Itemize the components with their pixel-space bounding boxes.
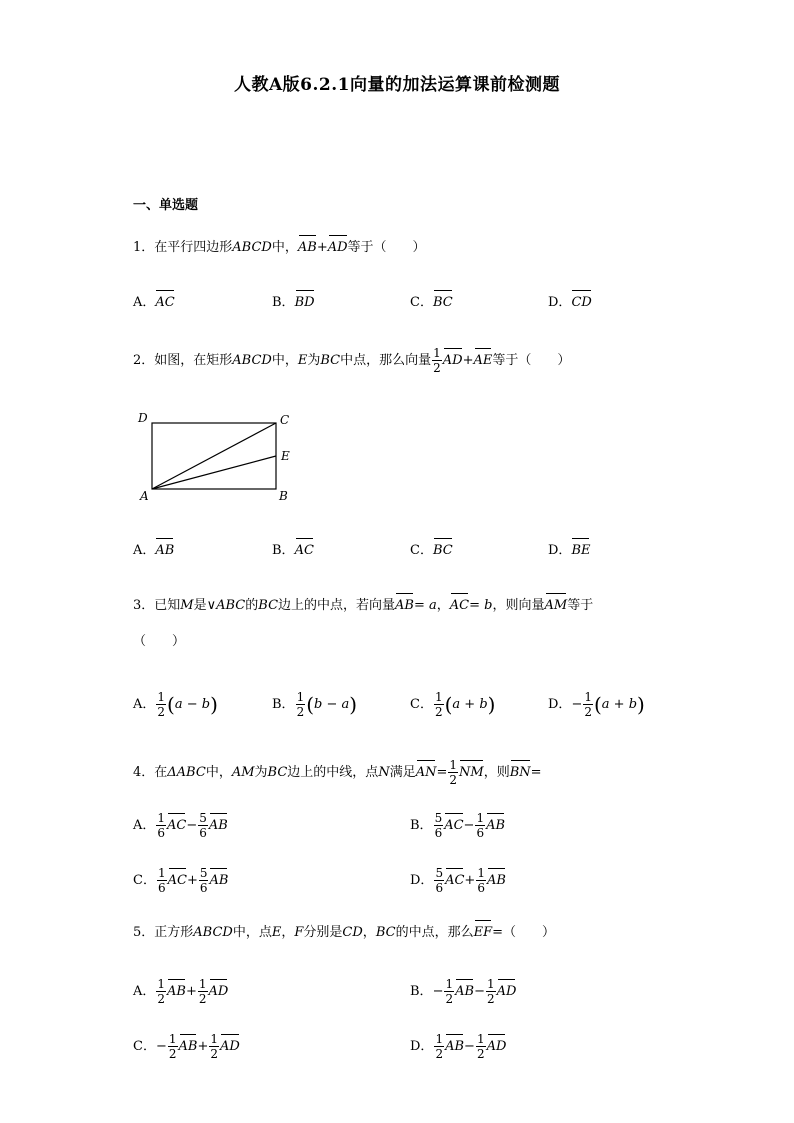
q4-option-a[interactable] (133, 811, 228, 840)
q4-segment-am: AM (231, 765, 255, 780)
q5-comma-2: ， (362, 925, 376, 940)
q5-segment-cd: CD (342, 925, 363, 940)
q4-option-b[interactable] (410, 811, 505, 840)
question-3 (133, 596, 593, 616)
numerator: 1 (476, 1032, 485, 1046)
q1-name: ABCD (232, 240, 272, 255)
option-label: C． (410, 543, 433, 558)
q5-stem-a: 5．正方形 (133, 925, 194, 940)
option-label: D． (548, 697, 572, 712)
question-2 (133, 346, 570, 375)
denominator: 2 (433, 361, 441, 375)
q5-stem-e: =（ ） (492, 925, 555, 940)
q2-stem-d: 中点，那么向量 (340, 353, 432, 368)
denominator: 2 (476, 1047, 485, 1061)
denominator: 2 (168, 1047, 177, 1061)
q2-vector-1: AD (443, 351, 463, 371)
option-vector-1: AB (455, 982, 474, 1002)
q1-option-b[interactable] (272, 293, 315, 313)
option-fraction-1 (444, 977, 454, 1006)
q3-eq-b: = b (469, 598, 493, 613)
option-fraction (434, 690, 444, 719)
option-vector: AB (155, 541, 174, 561)
q2-stem-b: 中， (271, 353, 298, 368)
q4-option-c[interactable] (133, 866, 228, 895)
numerator: 1 (168, 1032, 177, 1046)
denominator: 2 (210, 1047, 218, 1061)
q5-option-c[interactable] (133, 1032, 240, 1061)
q3-option-a[interactable]: A． $\frac{1}{2}$ (a − b) (133, 690, 218, 719)
option-label: B． (272, 295, 295, 310)
q1-option-d[interactable] (548, 293, 592, 313)
q4-segment-bc: BC (267, 765, 288, 780)
option-label: C． (133, 1039, 156, 1054)
option-vector-2: AB (209, 816, 228, 836)
denominator: 2 (445, 992, 454, 1006)
q4-stem-a: 4．在 (133, 765, 168, 780)
option-operator: − (186, 818, 198, 833)
numerator: 1 (296, 690, 305, 704)
q3-option-d[interactable]: D．− $\frac{1}{2}$ (a + b) (548, 690, 645, 719)
q2-name: ABCD (232, 353, 272, 368)
q2-vector-2: AE (474, 351, 493, 371)
q3-option-c[interactable]: C． $\frac{1}{2}$ (a + b) (410, 690, 496, 719)
option-operator: − (464, 1039, 475, 1054)
option-label: B． (272, 543, 295, 558)
diagonal-ac (152, 423, 276, 489)
q2-option-a[interactable] (133, 541, 174, 561)
q3-stem-b: 是 (193, 598, 207, 613)
denominator: 2 (157, 705, 166, 719)
numerator: 1 (445, 977, 454, 991)
option-sign: − (571, 697, 583, 712)
denominator: 2 (486, 992, 495, 1006)
numerator: 1 (449, 758, 458, 772)
q4-vector-nm: NM (459, 763, 484, 783)
option-operator: − (474, 984, 485, 999)
option-label: C． (133, 873, 156, 888)
q3-eq-a: = a (414, 598, 437, 613)
q2-stem-a: 2．如图，在矩形 (133, 353, 233, 368)
q2-stem-c: 为 (307, 353, 321, 368)
option-label: A． (133, 697, 156, 712)
option-expression: a + b (601, 697, 638, 712)
option-fraction-2 (476, 866, 486, 895)
q3-stem-e: ，则向量 (492, 598, 545, 613)
option-fraction-2 (486, 977, 496, 1006)
option-label: B． (410, 818, 433, 833)
q4-stem-f: ，则 (483, 765, 510, 780)
denominator: 6 (476, 826, 485, 840)
q5-option-b[interactable] (410, 977, 516, 1006)
q2-option-d[interactable] (548, 541, 590, 561)
option-label: D． (410, 1039, 434, 1054)
question-5 (133, 923, 555, 943)
question-1 (133, 238, 426, 258)
q2-plus: + (462, 353, 474, 368)
q3-option-b[interactable]: B． $\frac{1}{2}$ (b − a) (272, 690, 358, 719)
option-vector-2: AD (497, 982, 517, 1002)
option-fraction-2 (198, 811, 208, 840)
option-operator: − (463, 818, 475, 833)
numerator: 1 (435, 1032, 444, 1046)
q5-name: ABCD (193, 925, 233, 940)
document-title: 人教A版6.2.1向量的加法运算课前检测题 (233, 75, 560, 95)
option-vector: CD (571, 293, 591, 313)
denominator: 2 (435, 1047, 444, 1061)
label-d: D (138, 411, 148, 425)
option-fraction-1 (434, 811, 444, 840)
label-a: A (140, 489, 149, 503)
option-vector: AC (295, 541, 314, 561)
q4-point-n: N (378, 765, 390, 780)
q5-stem-c: 分别是 (303, 925, 343, 940)
option-label: B． (272, 697, 295, 712)
q4-stem-c: 为 (254, 765, 268, 780)
option-operator: + (197, 1039, 209, 1054)
option-sign: − (155, 1039, 167, 1054)
option-label: D． (548, 543, 572, 558)
option-fraction-2 (476, 1032, 486, 1061)
option-expression: a + b (452, 697, 488, 712)
section-heading: 一、单选题 (133, 198, 199, 213)
denominator: 6 (199, 826, 207, 840)
numerator: 1 (486, 977, 495, 991)
option-fraction-1 (434, 1032, 444, 1061)
denominator: 6 (435, 881, 444, 895)
numerator: 1 (434, 690, 443, 704)
option-operator: + (464, 873, 476, 888)
q4-equals: = (436, 765, 448, 780)
option-vector-2: AD (487, 1037, 507, 1057)
denominator: 2 (434, 705, 443, 719)
q1-stem-a: 1．在平行四边形 (133, 240, 233, 255)
q2-option-b[interactable] (272, 541, 314, 561)
q3-point-m: M (180, 598, 194, 613)
option-vector-2: AB (487, 871, 506, 891)
q5-vector-ef: EF (474, 923, 493, 943)
segment-ae (152, 456, 276, 489)
denominator: 6 (157, 881, 166, 895)
label-c: C (280, 413, 290, 427)
q3-stem-c: 的 (245, 598, 259, 613)
q1-stem-c: 等于（ ） (347, 240, 426, 255)
option-operator: + (185, 984, 197, 999)
q1-stem-b: 中， (271, 240, 298, 255)
option-vector-1: AB (445, 1037, 464, 1057)
option-vector-2: AD (209, 982, 229, 1002)
q3-vector-ab: AB (395, 596, 414, 616)
q3-stem-a: 3．已知 (133, 598, 181, 613)
q5-stem-b: 中，点 (232, 925, 272, 940)
q4-stem-d: 边上的中线，点 (287, 765, 379, 780)
q3-comma: ， (436, 598, 450, 613)
option-label: A． (133, 543, 156, 558)
numerator: 5 (199, 811, 207, 825)
q1-option-c[interactable] (410, 293, 453, 313)
q4-triangle: ΔABC (167, 765, 206, 780)
option-label: C． (410, 295, 433, 310)
q5-option-a[interactable] (133, 977, 228, 1006)
denominator: 6 (157, 826, 166, 840)
q4-vector-bn: BN (510, 763, 531, 783)
numerator: 5 (435, 866, 444, 880)
question-4 (133, 758, 542, 787)
option-sign: − (432, 984, 444, 999)
option-fraction-2 (199, 866, 209, 895)
option-fraction-1 (168, 1032, 178, 1061)
option-vector-1: AC (445, 871, 464, 891)
option-vector-1: AC (167, 816, 186, 836)
q2-option-c[interactable] (410, 541, 453, 561)
q5-comma-1: ， (281, 925, 295, 940)
option-vector: BE (571, 541, 590, 561)
q3-vector-ac: AC (450, 596, 469, 616)
option-vector-2: AB (209, 871, 228, 891)
option-fraction-2 (475, 811, 485, 840)
option-fraction-1 (156, 977, 166, 1006)
q3-segment-bc: BC (258, 598, 279, 613)
q5-point-f: F (294, 925, 304, 940)
q2-segment-bc: BC (320, 353, 341, 368)
label-e: E (281, 449, 290, 463)
option-fraction-1 (157, 866, 167, 895)
option-fraction-2 (198, 977, 208, 1006)
option-fraction (156, 690, 166, 719)
option-vector: BC (433, 541, 453, 561)
q4-stem-b: 中， (205, 765, 232, 780)
q3-stem-f: 等于 (567, 598, 594, 613)
q3-triangle: ∨ABC (206, 598, 246, 613)
denominator: 6 (477, 881, 485, 895)
option-fraction-2 (209, 1032, 219, 1061)
option-label: D． (410, 873, 434, 888)
q5-option-d[interactable] (410, 1032, 506, 1061)
q1-vector-2: AD (328, 238, 348, 258)
q3-stem-d: 边上的中点，若向量 (278, 598, 396, 613)
option-expression: b − a (314, 697, 350, 712)
option-vector-1: AB (179, 1037, 198, 1057)
q3-vector-am: AM (545, 596, 568, 616)
numerator: 1 (433, 346, 441, 360)
option-label: D． (548, 295, 572, 310)
option-label: C． (410, 697, 433, 712)
option-label: A． (133, 295, 156, 310)
q4-stem-g: = (530, 765, 542, 780)
option-vector: BC (433, 293, 453, 313)
option-vector-2: AB (486, 816, 505, 836)
option-vector-1: AC (168, 871, 187, 891)
q5-segment-bc: BC (375, 925, 396, 940)
numerator: 5 (199, 866, 208, 880)
option-operator: + (186, 873, 198, 888)
numerator: 1 (198, 977, 207, 991)
numerator: 1 (157, 811, 166, 825)
q4-option-d[interactable] (410, 866, 506, 895)
numerator: 5 (434, 811, 443, 825)
q4-stem-e: 满足 (389, 765, 416, 780)
denominator: 6 (434, 826, 443, 840)
label-b: B (279, 489, 288, 503)
numerator: 1 (476, 811, 485, 825)
option-vector: BD (295, 293, 315, 313)
q1-option-a[interactable] (133, 293, 175, 313)
numerator: 1 (584, 690, 592, 704)
q2-fraction (432, 346, 442, 375)
option-fraction (296, 690, 306, 719)
q5-stem-d: 的中点，那么 (395, 925, 474, 940)
option-label: B． (410, 984, 433, 999)
q2-point-e: E (297, 353, 308, 368)
rectangle-figure (130, 408, 310, 508)
numerator: 1 (210, 1032, 218, 1046)
numerator: 1 (157, 866, 166, 880)
denominator: 2 (449, 773, 458, 787)
denominator: 2 (584, 705, 592, 719)
option-expression: a − b (174, 697, 211, 712)
option-vector: AC (155, 293, 174, 313)
option-label: A． (133, 818, 156, 833)
option-fraction-1 (156, 811, 166, 840)
numerator: 1 (157, 977, 166, 991)
denominator: 2 (296, 705, 305, 719)
denominator: 6 (199, 881, 208, 895)
q2-stem-e: 等于（ ） (492, 353, 571, 368)
numerator: 1 (157, 690, 166, 704)
q3-answer-blank: （ ） (133, 634, 186, 649)
q1-vector-1: AB (298, 238, 317, 258)
option-vector-1: AC (444, 816, 463, 836)
option-fraction-1 (434, 866, 444, 895)
q4-fraction (448, 758, 458, 787)
option-fraction (583, 690, 593, 719)
q5-point-e: E (271, 925, 282, 940)
numerator: 1 (477, 866, 485, 880)
q4-vector-an: AN (416, 763, 437, 783)
option-vector-1: AB (167, 982, 186, 1002)
denominator: 2 (157, 992, 166, 1006)
denominator: 2 (198, 992, 207, 1006)
option-vector-2: AD (220, 1037, 240, 1057)
option-label: A． (133, 984, 156, 999)
q1-plus: + (316, 240, 328, 255)
